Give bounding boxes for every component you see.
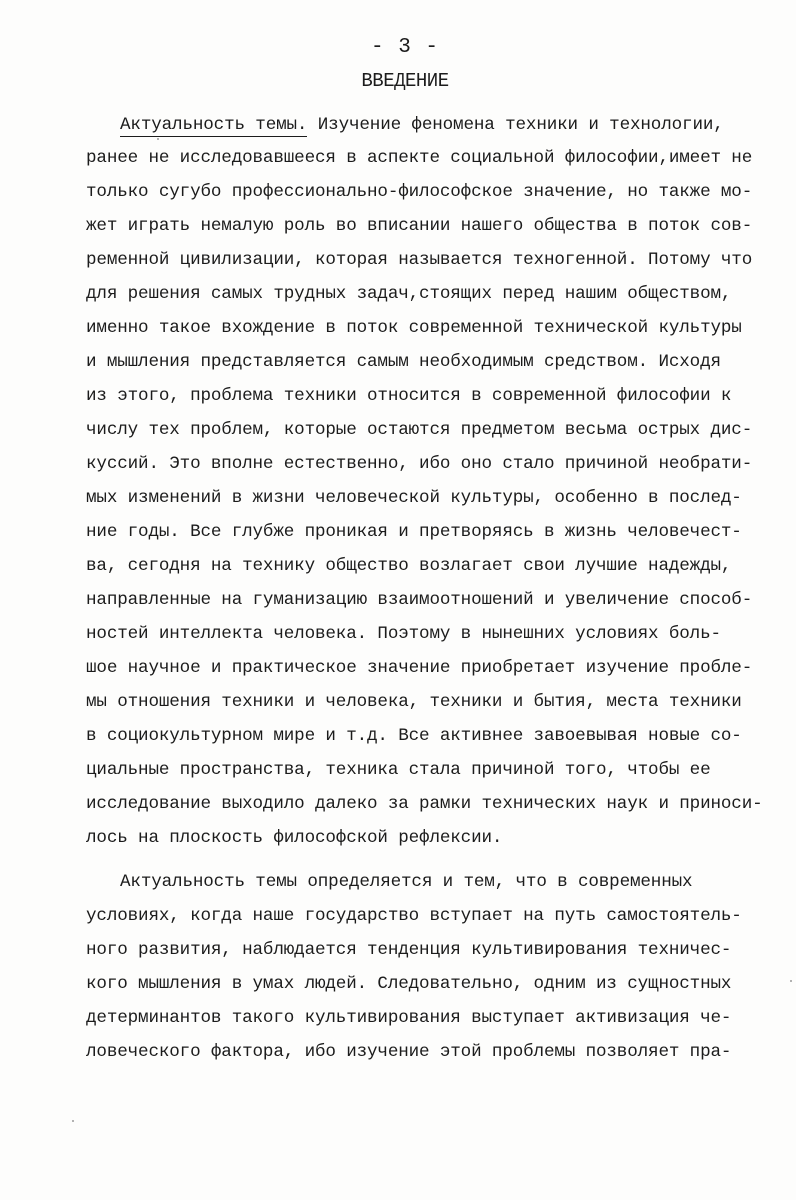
paragraph-line: кого мышления в умах людей. Следовательно, одним из сущностных [86,974,732,994]
paragraph-line: жет играть немалую роль во вписании нашего общества в поток сов- [86,216,753,236]
scan-speck [72,1120,74,1122]
scan-speck [157,138,159,140]
paragraph-line: ранее не исследовавшееся в аспекте социальной философии,имеет не [86,148,753,168]
paragraph-line: куссий. Это вполне естественно, ибо оно стало причиной необрати- [86,454,753,474]
paragraph-line: и мышления представляется самым необходимым средством. Исходя [86,352,721,372]
paragraph-line: в социокультурном мире и т.д. Все активнее завоевывая новые со- [86,726,742,746]
paragraph-line: условиях, когда наше государство вступает на путь самостоятель- [86,906,742,926]
paragraph-line: именно такое вхождение в поток современной технической культуры [86,318,742,338]
page-number: - 3 - [370,36,439,59]
scan-speck [790,980,792,982]
paragraph-line: ва, сегодня на технику общество возлагает свои лучшие надежды, [86,556,732,576]
paragraph-line: направленные на гуманизацию взаимоотношений и увеличение способ- [86,590,753,610]
paragraph-line: ние годы. Все глубже проникая и претворяясь в жизнь человечест- [86,522,742,542]
topic-relevance-term: Актуальность темы. [120,115,308,135]
paragraph-line: лось на плоскость философской рефлексии. [86,828,503,848]
paragraph-line: шое научное и практическое значение приобретает изучение пробле- [86,658,753,678]
paragraph-line: ного развития, наблюдается тенденция культивирования техничес- [86,940,732,960]
paragraph-line: исследование выходило далеко за рамки технических наук и приноси- [86,794,763,814]
paragraph-line: ловеческого фактора, ибо изучение этой проблемы позволяет пра- [86,1042,732,1062]
paragraph-line: циальные пространства, техника стала причиной того, чтобы ее [86,760,711,780]
paragraph-line: ностей интеллекта человека. Поэтому в нынешних условиях боль- [86,624,721,644]
paragraph-line: мы отношения техники и человека, техники и бытия, места техники [86,692,742,712]
paragraph-line: Актуальность темы определяется и тем, что в современных [120,872,693,892]
paragraph-line-text: Изучение феномена техники и технологии, [307,115,724,135]
paragraph-line [120,115,724,135]
paragraph-line: числу тех проблем, которые остаются предметом весьма острых дис- [86,420,753,440]
page-title: ВВЕДЕНИЕ [361,70,449,92]
paragraph-line: только сугубо профессионально-философское значение, но также мо- [86,182,753,202]
paragraph-line: детерминантов такого культивирования выступает активизация че- [86,1008,732,1028]
paragraph-line: из этого, проблема техники относится в современной философии к [86,386,732,406]
paragraph-line: мых изменений в жизни человеческой культуры, особенно в послед- [86,488,742,508]
paragraph-line: ременной цивилизации, которая называется техногенной. Потому что [86,250,753,270]
paragraph-line: для решения самых трудных задач,стоящих перед нашим обществом, [86,284,732,304]
